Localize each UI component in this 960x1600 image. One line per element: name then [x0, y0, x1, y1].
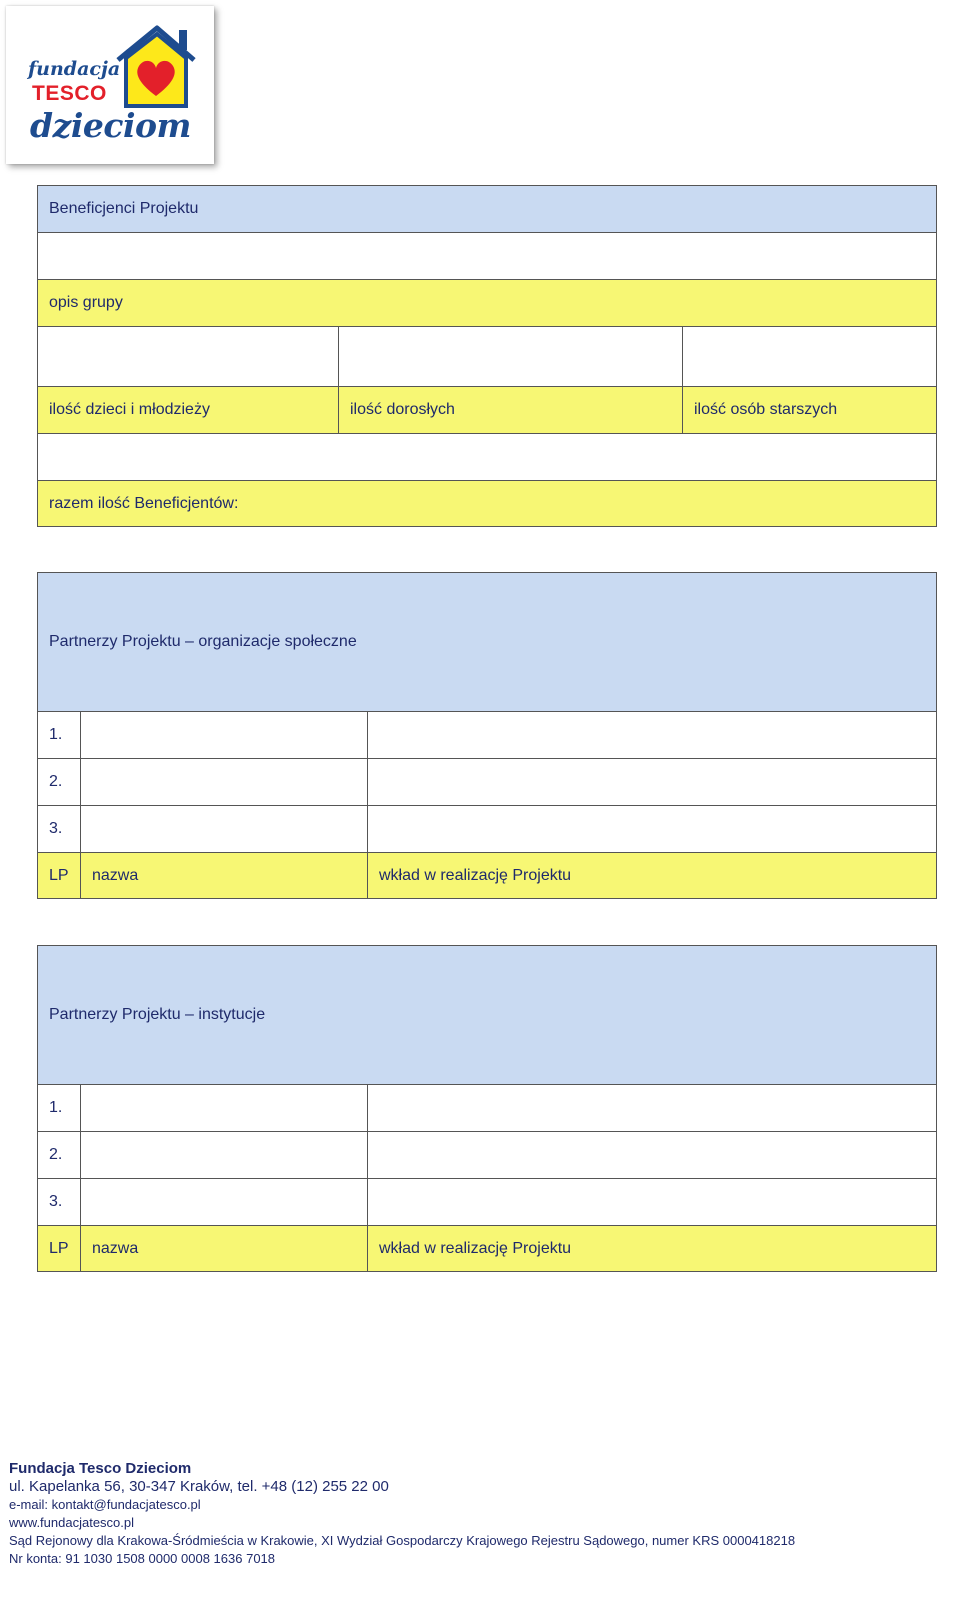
total-label-row — [37, 480, 937, 527]
partner-name-field[interactable] — [80, 805, 368, 853]
children-count-label: ilość dzieci i młodzieży — [37, 386, 339, 434]
column-name-label: nazwa — [80, 1225, 368, 1272]
partners-institutions-column-labels — [37, 1225, 937, 1272]
column-lp-label: LP — [37, 852, 81, 899]
beneficiaries-header: Beneficjenci Projektu — [37, 185, 937, 233]
column-lp-label: LP — [37, 1225, 81, 1272]
institution-name-field[interactable] — [80, 1178, 368, 1226]
row-number: 2. — [37, 758, 81, 806]
column-contribution-label: wkład w realizację Projektu — [367, 1225, 937, 1272]
counts-input-row — [37, 326, 937, 387]
partner-name-field[interactable] — [80, 711, 368, 759]
seniors-count-label: ilość osób starszych — [682, 386, 937, 434]
group-description-input-row — [37, 232, 937, 280]
institution-name-field[interactable] — [80, 1084, 368, 1132]
beneficiaries-table — [37, 185, 937, 527]
partners-social-column-labels — [37, 852, 937, 899]
table-row — [37, 1131, 937, 1179]
institution-name-field[interactable] — [80, 1131, 368, 1179]
table-row — [37, 1178, 937, 1226]
partners-institutions-table — [37, 945, 937, 1272]
institution-contribution-field[interactable] — [367, 1178, 937, 1226]
logo-tesco-text: TESCO — [32, 82, 107, 105]
partner-contribution-field[interactable] — [367, 711, 937, 759]
total-input-row — [37, 433, 937, 481]
adults-count-field[interactable] — [338, 326, 683, 387]
logo-dzieciom-text: dzieciom — [30, 106, 191, 145]
footer-email: e-mail: kontakt@fundacjatesco.pl — [9, 1497, 201, 1512]
adults-count-label: ilość dorosłych — [338, 386, 683, 434]
beneficiaries-header-row — [37, 185, 937, 233]
row-number: 1. — [37, 711, 81, 759]
table-row — [37, 758, 937, 806]
total-beneficiaries-field[interactable] — [37, 433, 937, 481]
row-number: 3. — [37, 805, 81, 853]
group-description-label-row — [37, 279, 937, 327]
footer-bank-account: Nr konta: 91 1030 1508 0000 0008 1636 7018 — [9, 1551, 276, 1566]
partners-institutions-header-row — [37, 945, 937, 1085]
group-description-label: opis grupy — [37, 279, 937, 327]
partners-institutions-header: Partnerzy Projektu – instytucje — [37, 945, 937, 1085]
row-number: 3. — [37, 1178, 81, 1226]
partners-social-header: Partnerzy Projektu – organizacje społeczne — [37, 572, 937, 712]
seniors-count-field[interactable] — [682, 326, 937, 387]
group-description-field[interactable] — [37, 232, 937, 280]
partner-contribution-field[interactable] — [367, 805, 937, 853]
partners-social-header-row — [37, 572, 937, 712]
column-name-label: nazwa — [80, 852, 368, 899]
footer — [9, 1460, 795, 1568]
total-beneficiaries-label: razem ilość Beneficjentów: — [37, 480, 937, 527]
children-count-field[interactable] — [37, 326, 339, 387]
institution-contribution-field[interactable] — [367, 1084, 937, 1132]
footer-address: ul. Kapelanka 56, 30-347 Kraków, tel. +48 (12) 255 22 00 — [9, 1478, 389, 1495]
footer-court-registry: Sąd Rejonowy dla Krakowa-Śródmieścia w Krakowie, XI Wydział Gospodarczy Krajowego Rejestru Sądowego, numer KRS 0000418218 — [9, 1533, 796, 1548]
logo-fundacja-text: fundacja — [28, 58, 121, 80]
institution-contribution-field[interactable] — [367, 1131, 937, 1179]
partner-name-field[interactable] — [80, 758, 368, 806]
table-row — [37, 805, 937, 853]
row-number: 1. — [37, 1084, 81, 1132]
partner-contribution-field[interactable] — [367, 758, 937, 806]
counts-label-row — [37, 386, 937, 434]
column-contribution-label: wkład w realizację Projektu — [367, 852, 937, 899]
footer-org-name: Fundacja Tesco Dzieciom — [9, 1460, 192, 1477]
fundacja-tesco-dzieciom-logo — [6, 6, 214, 164]
table-row — [37, 1084, 937, 1132]
table-row — [37, 711, 937, 759]
row-number: 2. — [37, 1131, 81, 1179]
footer-website: www.fundacjatesco.pl — [9, 1515, 135, 1530]
partners-social-table — [37, 572, 937, 899]
